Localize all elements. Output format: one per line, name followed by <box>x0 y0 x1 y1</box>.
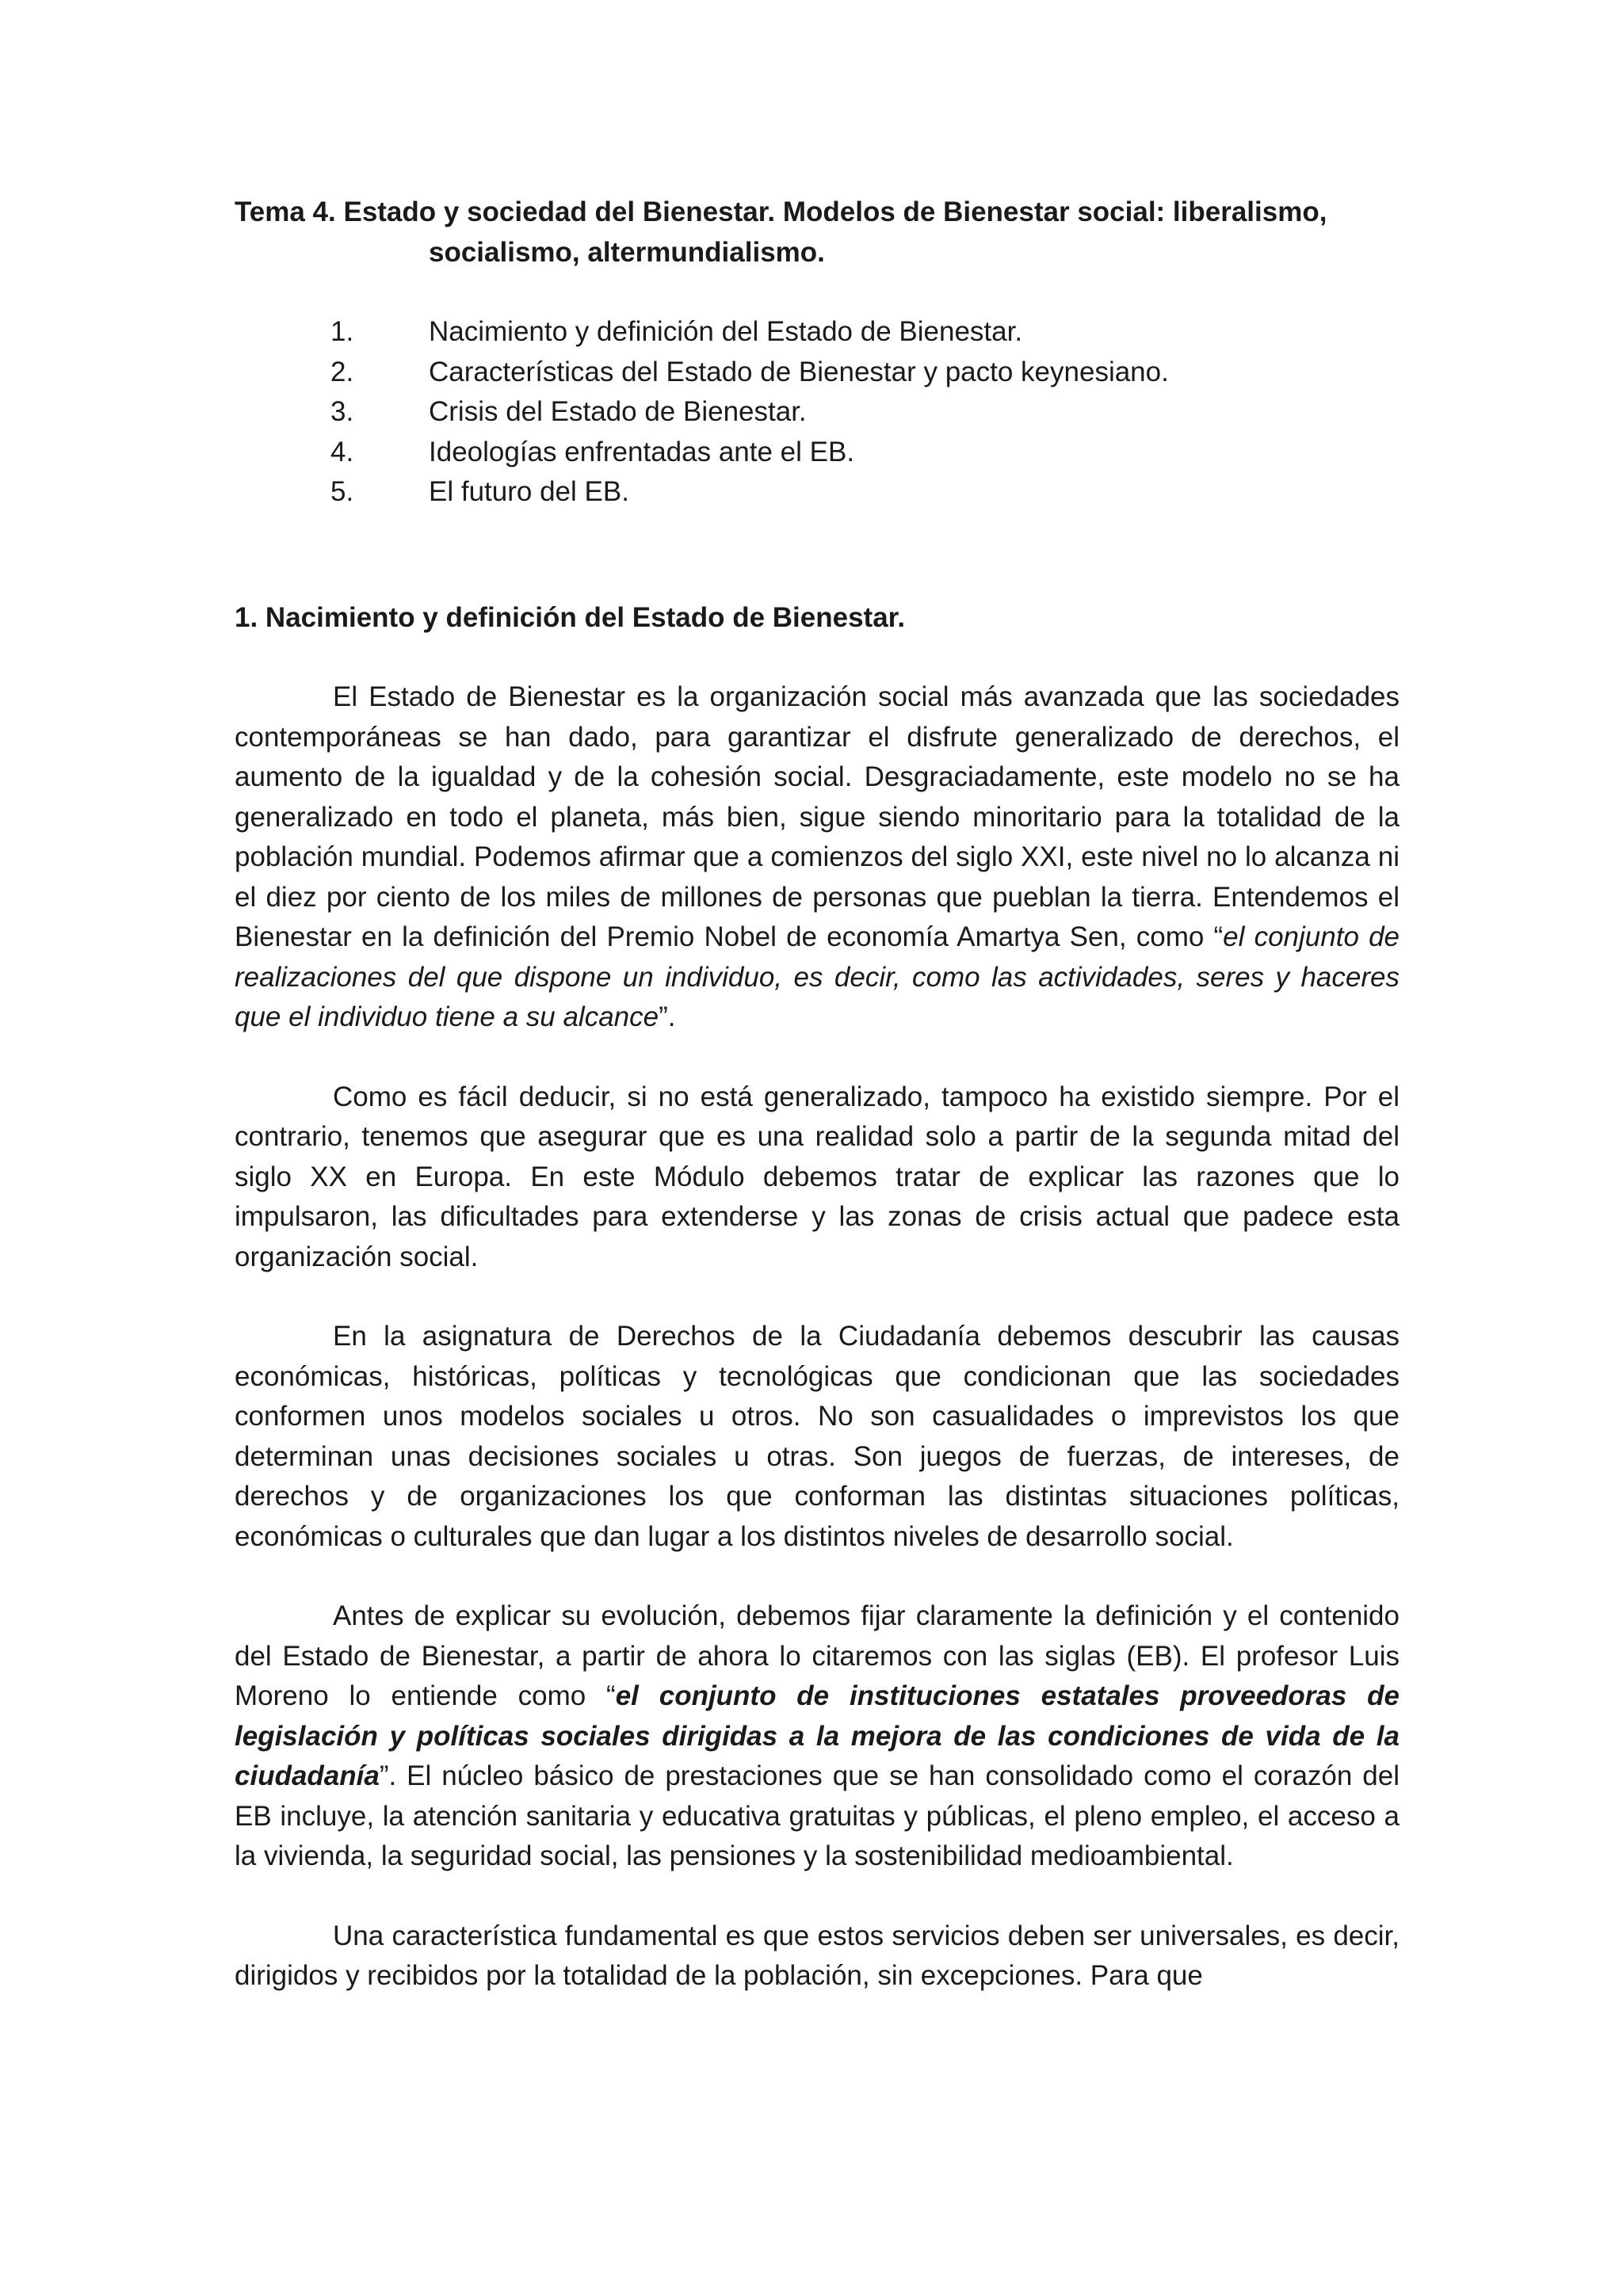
paragraph-4 <box>235 1596 1400 1877</box>
toc-text: Características del Estado de Bienestar y pacto keynesiano. <box>429 356 1169 387</box>
toc-item <box>235 472 1400 513</box>
toc-item <box>235 312 1400 353</box>
toc-number: 5. <box>330 476 354 507</box>
toc-item <box>235 392 1400 433</box>
document-body <box>235 193 1400 1997</box>
paragraph-4-end: ”. El núcleo básico de prestaciones que se han consolidado como el corazón del EB incluye, la atención sanitaria y educativa gratuitas y públicas, el pleno empleo, el acceso a la vivienda, la seguridad social, las pensiones y la sostenibilidad medioambiental. <box>235 1760 1400 1871</box>
document-title <box>235 193 1400 273</box>
toc-item <box>235 433 1400 473</box>
paragraph-1 <box>235 677 1400 1038</box>
paragraph-2: Como es fácil deducir, si no está generalizado, tampoco ha existido siempre. Por el contrario, tenemos que asegurar que es una realidad solo a partir de la segunda mitad del siglo XX en Europa. En este Módulo debemos tratar de explicar las razones que lo impulsaron, las dificultades para extenderse y las zonas de crisis actual que padece esta organización social. <box>235 1081 1400 1272</box>
paragraph-5: Una característica fundamental es que estos servicios deben ser universales, es decir, dirigidos y recibidos por la totalidad de la población, sin excepciones. Para que <box>235 1920 1400 1991</box>
toc-number: 1. <box>330 316 354 347</box>
section-heading: 1. Nacimiento y definición del Estado de Bienestar. <box>235 601 906 633</box>
toc-text: El futuro del EB. <box>429 476 629 507</box>
toc-text: Ideologías enfrentadas ante el EB. <box>429 436 855 467</box>
toc-text: Crisis del Estado de Bienestar. <box>429 396 807 427</box>
table-of-contents <box>235 312 1400 513</box>
paragraph-3: En la asignatura de Derechos de la Ciudadanía debemos descubrir las causas económicas, históricas, políticas y tecnológicas que condicionan que las sociedades conformen unos modelos sociales u otros. No son casualidades o imprevistos los que determinan unas decisiones sociales u otras. Son juegos de fuerzas, de intereses, de derechos y de organizaciones los que conforman las distintas situaciones políticas, económicas o culturales que dan lugar a los distintos niveles de desarrollo social. <box>235 1321 1400 1552</box>
paragraph-1-text: El Estado de Bienestar es la organización social más avanzada que las sociedades contemporáneas se han dado, para garantizar el disfrute generalizado de derechos, el aumento de la igualdad y de la cohesión social. Desgraciadamente, este modelo no se ha generalizado en todo el planeta, más bien, sigue siendo minoritario para la totalidad de la población mundial. Podemos afirmar que a comienzos del siglo XXI, este nivel no lo alcanza ni el diez por ciento de los miles de millones de personas que pueblan la tierra. Entendemos el Bienestar en la definición del Premio Nobel de economía Amartya Sen, como “ <box>235 681 1400 952</box>
paragraph-1-end: ”. <box>659 1001 676 1032</box>
toc-number: 3. <box>330 396 354 427</box>
toc-number: 2. <box>330 356 354 387</box>
paragraph-1-quote: el conjunto de realizaciones del que dispone un individuo, es decir, como las actividades, seres y haceres que el individuo tiene a su alcance <box>235 921 1400 1032</box>
toc-number: 4. <box>330 436 354 467</box>
toc-item <box>235 353 1400 393</box>
paragraph-4-quote: el conjunto de instituciones estatales proveedoras de legislación y políticas sociales dirigidas a la mejora de las condiciones de vida de la ciudadanía <box>235 1680 1400 1791</box>
title-line-2: socialismo, altermundialismo. <box>429 236 825 268</box>
toc-text: Nacimiento y definición del Estado de Bienestar. <box>429 316 1023 347</box>
paragraph-4-text: Antes de explicar su evolución, debemos fijar claramente la definición y el contenido del Estado de Bienestar, a partir de ahora lo citaremos con las siglas (EB). El profesor Luis Moreno lo entiende como “ <box>235 1600 1400 1711</box>
title-line-1: Tema 4. Estado y sociedad del Bienestar. Modelos de Bienestar social: liberalismo, <box>235 196 1327 227</box>
